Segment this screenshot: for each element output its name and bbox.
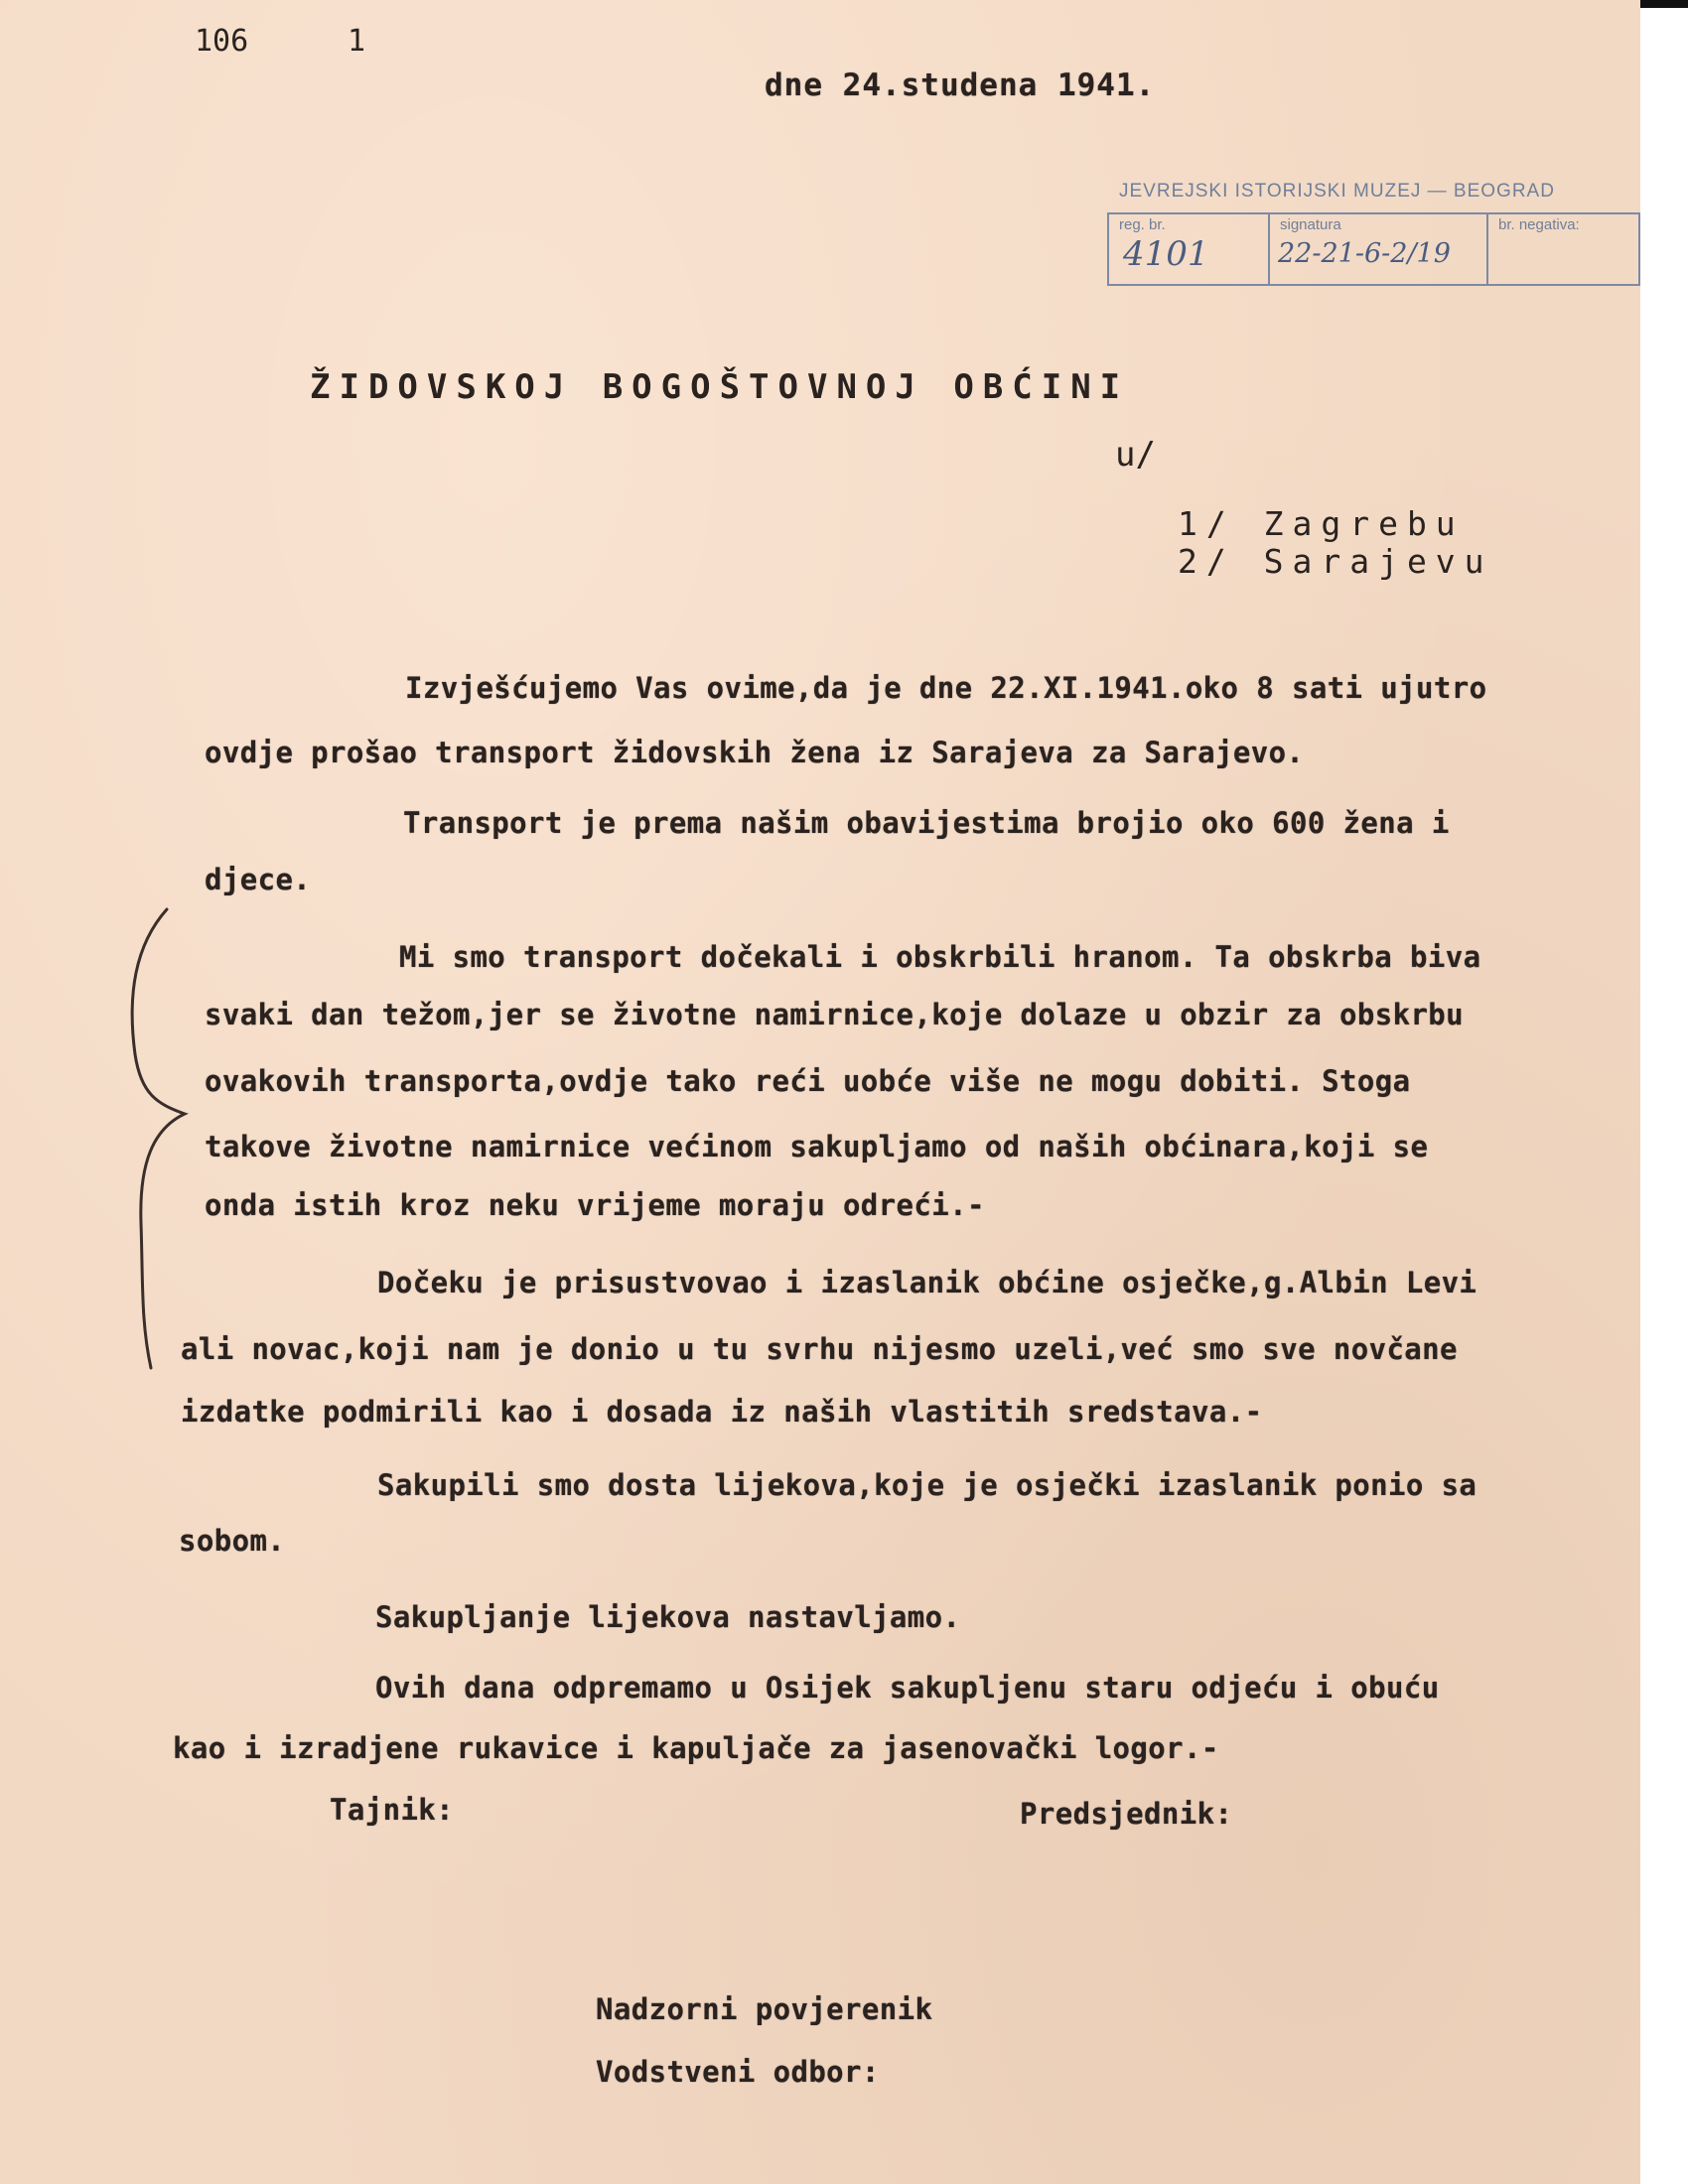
body-line: Sakupljanje lijekova nastavljamo.: [375, 1600, 961, 1634]
stamp-value-signature: 22-21-6-2/19: [1278, 238, 1451, 269]
stamp-title: JEVREJSKI ISTORIJSKI MUZEJ — BEOGRAD: [1119, 181, 1555, 202]
margin-brace-mark: [127, 905, 207, 1372]
body-line: djece.: [205, 863, 312, 896]
addressee-preposition: u/: [1115, 435, 1156, 475]
body-line: ovakovih transporta,ovdje tako reći uobće više ne mogu dobiti. Stoga: [205, 1064, 1411, 1098]
document-date: dne 24.studena 1941.: [765, 68, 1156, 103]
stamp-cell-negative: [1488, 214, 1638, 284]
signature-commissioner: Nadzorni povjerenik: [596, 1992, 933, 2026]
museum-stamp: [1107, 177, 1640, 291]
stamp-label-reg: reg. br.: [1119, 216, 1166, 233]
body-line: Dočeku je prisustvovao i izaslanik obćine osječke,g.Albin Levi: [377, 1266, 1477, 1299]
body-line: izdatke podmirili kao i dosada iz naših vlastitih sredstava.-: [181, 1395, 1263, 1429]
body-line: svaki dan težom,jer se životne namirnice,koje dolaze u obzir za obskrbu: [205, 998, 1465, 1031]
body-line: ali novac,koji nam je donio u tu svrhu nijesmo uzeli,već smo sve novčane: [181, 1332, 1458, 1366]
signature-president: Predsjednik:: [1020, 1797, 1233, 1831]
stamp-label-signature: signatura: [1280, 216, 1341, 233]
scan-corner-mark: [1640, 0, 1688, 8]
reference-number: 106: [195, 24, 249, 59]
body-line: kao i izradjene rukavice i kapuljače za jasenovački logor.-: [173, 1731, 1219, 1765]
body-line: onda istih kroz neku vrijeme moraju odreći.-: [205, 1188, 985, 1222]
addressee-city-sarajevo: 2/ Sarajevu: [1178, 542, 1493, 581]
body-line: Transport je prema našim obavijestima brojio oko 600 žena i: [403, 806, 1450, 840]
body-line: Ovih dana odpremamo u Osijek sakupljenu staru odjeću i obuću: [375, 1671, 1440, 1705]
signature-board: Vodstveni odbor:: [596, 2055, 880, 2089]
addressee-title: ŽIDOVSKOJ BOGOŠTOVNOJ OBĆINI: [310, 367, 1130, 407]
signature-secretary: Tajnik:: [330, 1793, 455, 1827]
stamp-cell-reg: [1109, 214, 1270, 284]
stamp-value-reg: 4101: [1123, 234, 1209, 274]
scan-margin: [1640, 0, 1688, 2184]
stamp-box: [1107, 212, 1640, 286]
stamp-label-negative: br. negativa:: [1498, 216, 1580, 233]
reference-sub-number: 1: [348, 24, 366, 59]
body-line: takove životne namirnice većinom sakupljamo od naših obćinara,koji se: [205, 1130, 1429, 1163]
stamp-cell-signature: [1270, 214, 1488, 284]
body-line: Sakupili smo dosta lijekova,koje je osječki izaslanik ponio sa: [377, 1468, 1477, 1502]
body-line: Izvješćujemo Vas ovime,da je dne 22.XI.1941.oko 8 sati ujutro: [405, 671, 1487, 705]
addressee-city-zagreb: 1/ Zagrebu: [1178, 504, 1465, 543]
body-line: sobom.: [179, 1524, 286, 1558]
body-line: Mi smo transport dočekali i obskrbili hranom. Ta obskrba biva: [399, 940, 1481, 974]
body-line: ovdje prošao transport židovskih žena iz Sarajeva za Sarajevo.: [205, 736, 1305, 769]
